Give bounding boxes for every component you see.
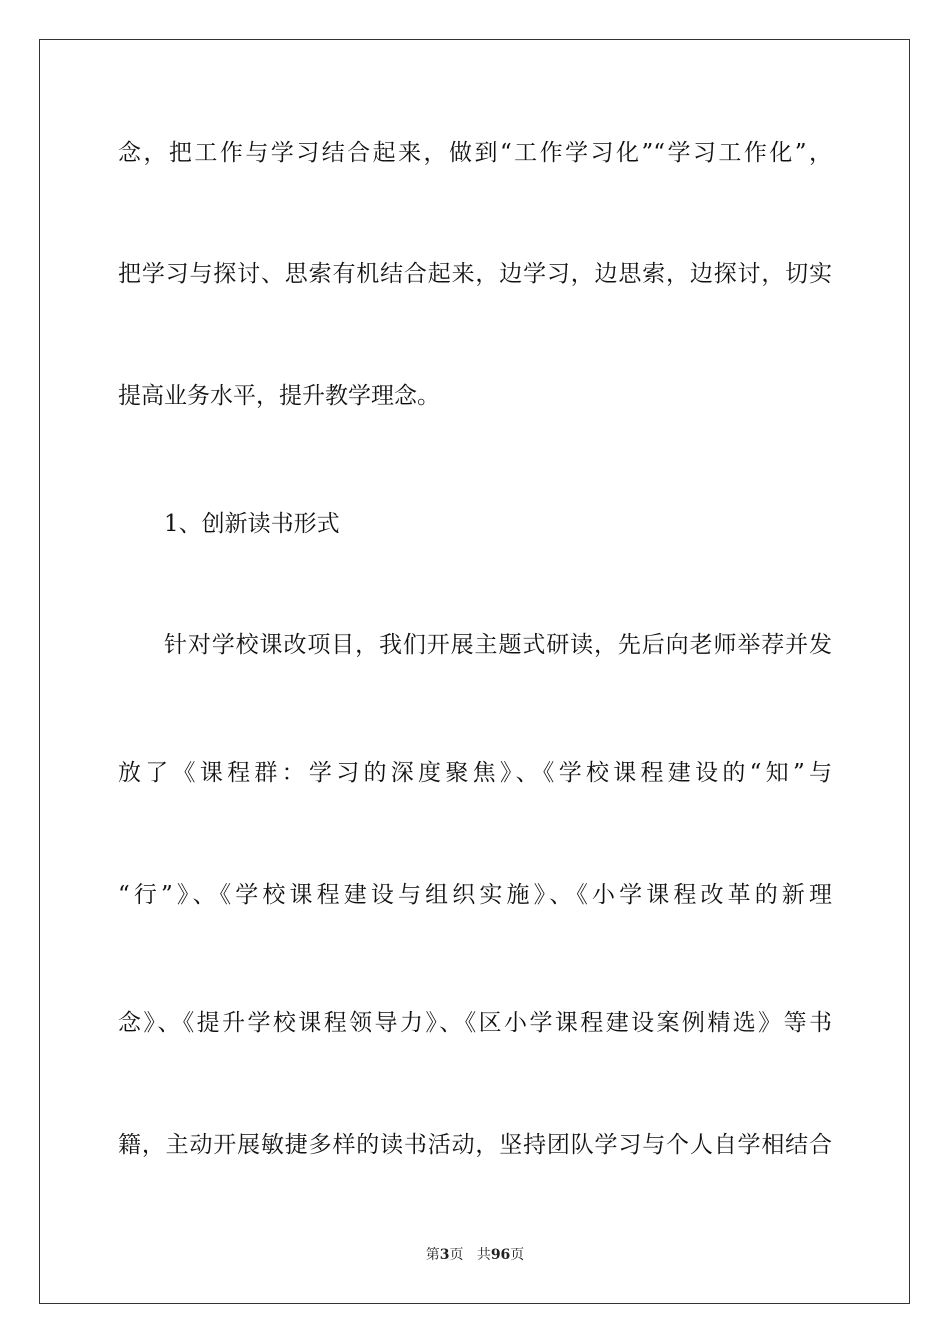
paragraph-line-6: 放了《课程群：学习的深度聚焦》、《学校课程建设的“知”与 bbox=[118, 760, 832, 786]
footer-page-suffix: 页 bbox=[449, 1247, 464, 1263]
paragraph-line-2: 把学习与探讨、思索有机结合起来，边学习，边思索，边探讨，切实 bbox=[118, 261, 832, 287]
page-footer bbox=[0, 1246, 950, 1264]
section-heading: 1、创新读书形式 bbox=[164, 511, 340, 537]
footer-total-prefix: 共 bbox=[476, 1247, 491, 1263]
page-border bbox=[39, 39, 910, 1304]
footer-total-pages: 96 bbox=[490, 1247, 511, 1263]
paragraph-line-9: 籍，主动开展敏捷多样的读书活动，坚持团队学习与个人自学相结合 bbox=[118, 1132, 832, 1158]
footer-page-number: 3 bbox=[439, 1247, 450, 1263]
paragraph-line-5: 针对学校课改项目，我们开展主题式研读，先后向老师举荐并发 bbox=[164, 632, 832, 658]
footer-page-prefix: 第 bbox=[425, 1247, 440, 1263]
paragraph-line-3: 提高业务水平，提升教学理念。 bbox=[118, 383, 440, 409]
paragraph-line-8: 念》、《提升学校课程领导力》、《区小学课程建设案例精选》等书 bbox=[118, 1010, 832, 1036]
paragraph-line-1: 念，把工作与学习结合起来，做到“工作学习化”“学习工作化”， bbox=[118, 140, 832, 166]
footer-total-suffix: 页 bbox=[510, 1247, 525, 1263]
paragraph-line-7: “行”》、《学校课程建设与组织实施》、《小学课程改革的新理 bbox=[118, 882, 832, 908]
